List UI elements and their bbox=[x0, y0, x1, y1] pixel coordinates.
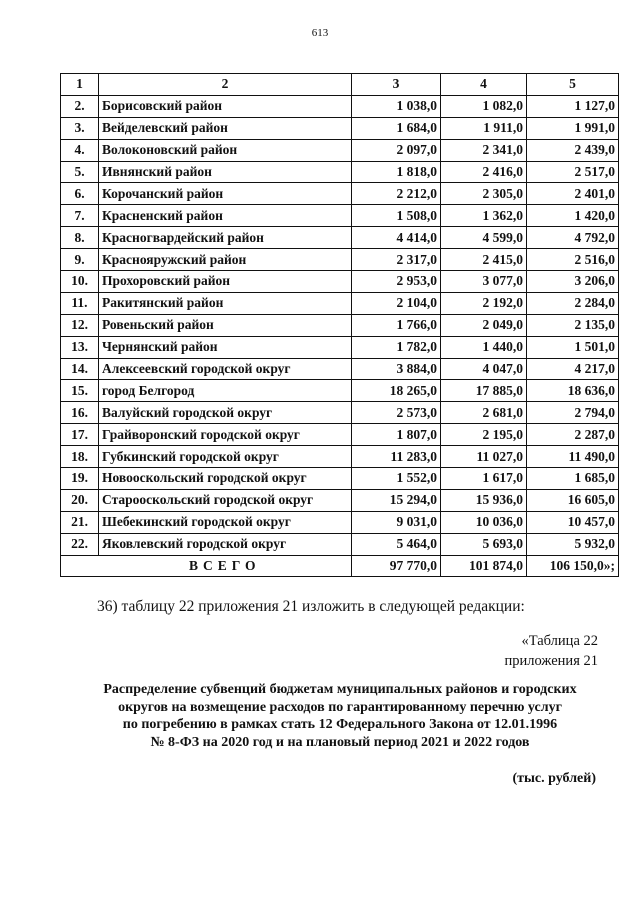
row-number-cell: 13. bbox=[61, 336, 99, 358]
district-name-cell: Волоконовский район bbox=[99, 139, 352, 161]
district-name-cell: Вейделевский район bbox=[99, 117, 352, 139]
row-number-cell: 18. bbox=[61, 446, 99, 468]
document-title-line3: по погребению в рамках стать 12 Федерального Закона от 12.01.1996 bbox=[122, 717, 558, 732]
table-row bbox=[61, 533, 619, 555]
value-2022-cell: 1 420,0 bbox=[527, 205, 619, 227]
value-2022-cell: 5 932,0 bbox=[527, 533, 619, 555]
value-2021-cell: 10 036,0 bbox=[441, 511, 527, 533]
row-number-cell: 11. bbox=[61, 292, 99, 314]
header-cell-3: 3 bbox=[352, 74, 441, 96]
header-cell-1: 1 bbox=[61, 74, 99, 96]
table-row bbox=[61, 117, 619, 139]
table-row bbox=[61, 95, 619, 117]
district-name-cell: Алексеевский городской округ bbox=[99, 358, 352, 380]
value-2021-cell: 2 681,0 bbox=[441, 402, 527, 424]
district-name-cell: город Белгород bbox=[99, 380, 352, 402]
document-title-line4: № 8-ФЗ на 2020 год и на плановый период 2021 и 2022 годов bbox=[150, 734, 530, 750]
table-row bbox=[61, 511, 619, 533]
document-title bbox=[60, 681, 620, 751]
row-number-cell: 20. bbox=[61, 489, 99, 511]
value-2020-cell: 11 283,0 bbox=[352, 446, 441, 468]
value-2021-cell: 2 341,0 bbox=[441, 139, 527, 161]
row-number-cell: 4. bbox=[61, 139, 99, 161]
value-2022-cell: 4 792,0 bbox=[527, 227, 619, 249]
table-header-row bbox=[61, 74, 619, 96]
table-row bbox=[61, 489, 619, 511]
row-number-cell: 8. bbox=[61, 227, 99, 249]
total-2022-cell: 106 150,0»; bbox=[527, 555, 619, 577]
value-2022-cell: 2 135,0 bbox=[527, 314, 619, 336]
row-number-cell: 3. bbox=[61, 117, 99, 139]
row-number-cell: 16. bbox=[61, 402, 99, 424]
table-row bbox=[61, 227, 619, 249]
district-name-cell: Ракитянский район bbox=[99, 292, 352, 314]
value-2021-cell: 17 885,0 bbox=[441, 380, 527, 402]
row-number-cell: 21. bbox=[61, 511, 99, 533]
header-cell-2: 2 bbox=[99, 74, 352, 96]
district-name-cell: Старооскольский городской округ bbox=[99, 489, 352, 511]
value-2021-cell: 1 617,0 bbox=[441, 468, 527, 490]
district-name-cell: Прохоровский район bbox=[99, 271, 352, 293]
value-2020-cell: 1 684,0 bbox=[352, 117, 441, 139]
table-reference-line1: «Таблица 22 bbox=[521, 633, 598, 649]
value-2021-cell: 2 192,0 bbox=[441, 292, 527, 314]
total-empty-cell bbox=[61, 555, 99, 577]
page-number: 613 bbox=[311, 27, 329, 39]
value-2022-cell: 1 991,0 bbox=[527, 117, 619, 139]
district-name-cell: Грайворонский городской округ bbox=[99, 424, 352, 446]
value-2021-cell: 1 362,0 bbox=[441, 205, 527, 227]
district-name-cell: Ровеньский район bbox=[99, 314, 352, 336]
row-number-cell: 12. bbox=[61, 314, 99, 336]
row-number-cell: 5. bbox=[61, 161, 99, 183]
table-row bbox=[61, 249, 619, 271]
value-2022-cell: 2 439,0 bbox=[527, 139, 619, 161]
total-label-cell: ВСЕГО bbox=[99, 555, 352, 577]
value-2022-cell: 2 401,0 bbox=[527, 183, 619, 205]
district-name-cell: Шебекинский городской округ bbox=[99, 511, 352, 533]
district-name-cell: Яковлевский городской округ bbox=[99, 533, 352, 555]
table-row bbox=[61, 161, 619, 183]
value-2020-cell: 2 317,0 bbox=[352, 249, 441, 271]
row-number-cell: 22. bbox=[61, 533, 99, 555]
district-name-cell: Чернянский район bbox=[99, 336, 352, 358]
subsidy-table bbox=[60, 73, 619, 577]
value-2021-cell: 1 440,0 bbox=[441, 336, 527, 358]
table-row bbox=[61, 271, 619, 293]
value-2021-cell: 5 693,0 bbox=[441, 533, 527, 555]
value-2021-cell: 2 195,0 bbox=[441, 424, 527, 446]
value-2022-cell: 10 457,0 bbox=[527, 511, 619, 533]
value-2020-cell: 15 294,0 bbox=[352, 489, 441, 511]
total-2020-cell: 97 770,0 bbox=[352, 555, 441, 577]
table-row bbox=[61, 380, 619, 402]
value-2021-cell: 2 416,0 bbox=[441, 161, 527, 183]
row-number-cell: 10. bbox=[61, 271, 99, 293]
row-number-cell: 19. bbox=[61, 468, 99, 490]
value-2021-cell: 4 047,0 bbox=[441, 358, 527, 380]
value-2021-cell: 3 077,0 bbox=[441, 271, 527, 293]
document-title-line2: округов на возмещение расходов по гарантированному перечню услуг bbox=[118, 699, 562, 715]
district-name-cell: Ивнянский район bbox=[99, 161, 352, 183]
table-reference bbox=[505, 631, 598, 671]
table-body bbox=[61, 74, 619, 577]
value-2020-cell: 1 782,0 bbox=[352, 336, 441, 358]
value-2020-cell: 1 552,0 bbox=[352, 468, 441, 490]
value-2021-cell: 1 082,0 bbox=[441, 95, 527, 117]
table-row bbox=[61, 336, 619, 358]
row-number-cell: 14. bbox=[61, 358, 99, 380]
district-name-cell: Губкинский городской округ bbox=[99, 446, 352, 468]
table-reference-line2: приложения 21 bbox=[504, 653, 598, 669]
total-row bbox=[61, 555, 619, 577]
value-2020-cell: 1 508,0 bbox=[352, 205, 441, 227]
value-2021-cell: 4 599,0 bbox=[441, 227, 527, 249]
table-row bbox=[61, 468, 619, 490]
value-2020-cell: 1 766,0 bbox=[352, 314, 441, 336]
district-name-cell: Борисовский район bbox=[99, 95, 352, 117]
row-number-cell: 9. bbox=[61, 249, 99, 271]
row-number-cell: 15. bbox=[61, 380, 99, 402]
value-2022-cell: 3 206,0 bbox=[527, 271, 619, 293]
amendment-paragraph: 36) таблицу 22 приложения 21 изложить в следующей редакции: bbox=[97, 598, 525, 615]
value-2020-cell: 1 038,0 bbox=[352, 95, 441, 117]
document-title-line1: Распределение субвенций бюджетам муниципальных районов и городских bbox=[103, 682, 577, 697]
value-2020-cell: 1 818,0 bbox=[352, 161, 441, 183]
value-2022-cell: 2 516,0 bbox=[527, 249, 619, 271]
value-2022-cell: 2 287,0 bbox=[527, 424, 619, 446]
value-2021-cell: 11 027,0 bbox=[441, 446, 527, 468]
value-2020-cell: 2 097,0 bbox=[352, 139, 441, 161]
value-2020-cell: 2 212,0 bbox=[352, 183, 441, 205]
district-name-cell: Новооскольский городской округ bbox=[99, 468, 352, 490]
table-row bbox=[61, 205, 619, 227]
value-2020-cell: 9 031,0 bbox=[352, 511, 441, 533]
row-number-cell: 6. bbox=[61, 183, 99, 205]
table-row bbox=[61, 402, 619, 424]
value-2021-cell: 2 305,0 bbox=[441, 183, 527, 205]
value-2021-cell: 2 415,0 bbox=[441, 249, 527, 271]
total-2021-cell: 101 874,0 bbox=[441, 555, 527, 577]
value-2020-cell: 2 104,0 bbox=[352, 292, 441, 314]
value-2020-cell: 2 573,0 bbox=[352, 402, 441, 424]
table-row bbox=[61, 358, 619, 380]
district-name-cell: Красненский район bbox=[99, 205, 352, 227]
value-2021-cell: 15 936,0 bbox=[441, 489, 527, 511]
district-name-cell: Валуйский городской округ bbox=[99, 402, 352, 424]
table-row bbox=[61, 139, 619, 161]
value-2022-cell: 16 605,0 bbox=[527, 489, 619, 511]
value-2022-cell: 18 636,0 bbox=[527, 380, 619, 402]
value-2020-cell: 1 807,0 bbox=[352, 424, 441, 446]
value-2022-cell: 1 501,0 bbox=[527, 336, 619, 358]
value-2022-cell: 2 517,0 bbox=[527, 161, 619, 183]
value-2022-cell: 11 490,0 bbox=[527, 446, 619, 468]
table-row bbox=[61, 292, 619, 314]
row-number-cell: 2. bbox=[61, 95, 99, 117]
value-2022-cell: 2 794,0 bbox=[527, 402, 619, 424]
value-2022-cell: 4 217,0 bbox=[527, 358, 619, 380]
table-row bbox=[61, 446, 619, 468]
value-2020-cell: 5 464,0 bbox=[352, 533, 441, 555]
table-row bbox=[61, 314, 619, 336]
value-2020-cell: 4 414,0 bbox=[352, 227, 441, 249]
value-2022-cell: 1 685,0 bbox=[527, 468, 619, 490]
value-2021-cell: 1 911,0 bbox=[441, 117, 527, 139]
value-2022-cell: 1 127,0 bbox=[527, 95, 619, 117]
district-name-cell: Красногвардейский район bbox=[99, 227, 352, 249]
value-2022-cell: 2 284,0 bbox=[527, 292, 619, 314]
value-2020-cell: 2 953,0 bbox=[352, 271, 441, 293]
header-cell-4: 4 bbox=[441, 74, 527, 96]
header-cell-5: 5 bbox=[527, 74, 619, 96]
table-row bbox=[61, 424, 619, 446]
value-2021-cell: 2 049,0 bbox=[441, 314, 527, 336]
units-label: (тыс. рублей) bbox=[512, 771, 596, 786]
value-2020-cell: 3 884,0 bbox=[352, 358, 441, 380]
row-number-cell: 7. bbox=[61, 205, 99, 227]
district-name-cell: Корочанский район bbox=[99, 183, 352, 205]
table-row bbox=[61, 183, 619, 205]
value-2020-cell: 18 265,0 bbox=[352, 380, 441, 402]
district-name-cell: Краснояружский район bbox=[99, 249, 352, 271]
row-number-cell: 17. bbox=[61, 424, 99, 446]
